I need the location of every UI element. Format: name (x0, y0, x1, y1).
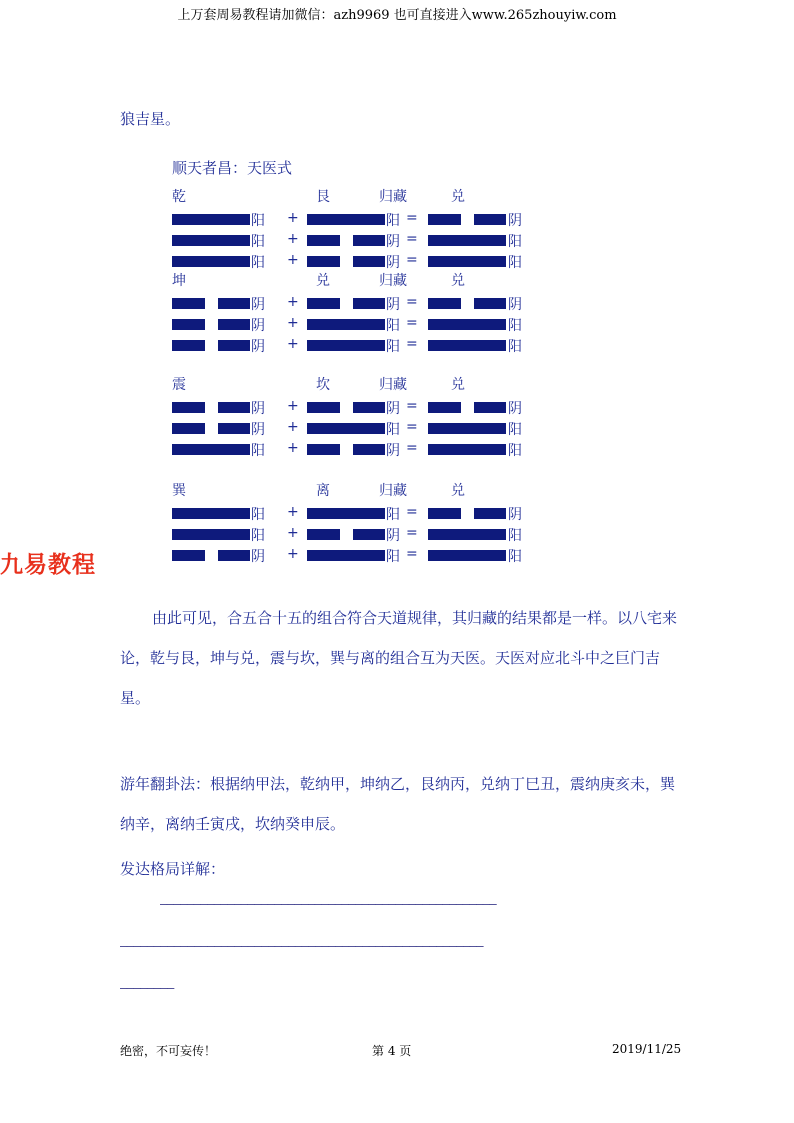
group-1-row-2-a-yin-line-right (218, 340, 250, 351)
group-1-row-2-c-yang-line (428, 340, 506, 351)
group-2-row-2-a-label: 阳 (251, 443, 265, 459)
watermark-logo: 九易教程 (0, 552, 96, 578)
group-0-row-1-plus: + (287, 231, 299, 247)
group-2-row-0-c-label: 阴 (508, 401, 522, 417)
group-0-row-1-c-yang-line (428, 235, 506, 246)
group-1-row-0-a-yin-line-right (218, 298, 250, 309)
group-0-row-2-b-yin-line-left (307, 256, 340, 267)
group-0-row-0-b-yang-line (307, 214, 385, 225)
group-3-head-2: 归藏 (379, 483, 407, 499)
group-3-row-1-c-yang-line (428, 529, 506, 540)
group-2-row-0-b-yin-line-right (353, 402, 385, 413)
group-3-row-1-a-label: 阳 (251, 528, 265, 544)
group-3-head-0: 巽 (172, 483, 186, 499)
group-3-row-0-a-label: 阳 (251, 507, 265, 523)
group-0-row-1-c-label: 阳 (508, 234, 522, 250)
group-2-row-2-b-label: 阴 (386, 443, 400, 459)
group-1-row-1-a-yin-line-left (172, 319, 205, 330)
group-3-row-0-b-yang-line (307, 508, 385, 519)
group-0-row-2-c-label: 阳 (508, 255, 522, 271)
group-2-row-0-equals: = (406, 398, 418, 414)
group-0-row-0-equals: = (406, 210, 418, 226)
group-2-row-1-b-label: 阳 (386, 422, 400, 438)
group-1-row-1-equals: = (406, 315, 418, 331)
group-3-row-0-equals: = (406, 504, 418, 520)
group-2-row-2-equals: = (406, 440, 418, 456)
group-1-row-0-b-label: 阴 (386, 297, 400, 313)
group-0-row-2-a-label: 阳 (251, 255, 265, 271)
group-0-row-1-equals: = (406, 231, 418, 247)
group-3-head-1: 离 (316, 483, 330, 499)
group-0-row-1-a-label: 阳 (251, 234, 265, 250)
group-3-row-2-c-yang-line (428, 550, 506, 561)
group-0-row-2-b-label: 阴 (386, 255, 400, 271)
group-3-row-1-b-label: 阴 (386, 528, 400, 544)
dash-line-3: ———————— (120, 981, 174, 995)
group-0-row-2-a-yang-line (172, 256, 250, 267)
dash-line-2: —————————————————————————————————————————————————————— (120, 939, 484, 953)
group-3-row-1-equals: = (406, 525, 418, 541)
group-3-row-0-c-label: 阴 (508, 507, 522, 523)
group-0-row-2-plus: + (287, 252, 299, 268)
group-1-head-2: 归藏 (379, 273, 407, 289)
group-3-row-1-c-label: 阳 (508, 528, 522, 544)
group-2-row-1-a-yin-line-right (218, 423, 250, 434)
group-3-row-1-plus: + (287, 525, 299, 541)
footer-page-number: 第 4 页 (372, 1044, 412, 1058)
group-1-row-1-c-label: 阳 (508, 318, 522, 334)
group-1-row-2-plus: + (287, 336, 299, 352)
footer-left: 绝密，不可妄传！ (120, 1044, 217, 1058)
group-2-row-2-b-yin-line-right (353, 444, 385, 455)
group-3-row-0-b-label: 阳 (386, 507, 400, 523)
group-2-row-1-a-label: 阴 (251, 422, 265, 438)
group-0-row-2-b-yin-line-right (353, 256, 385, 267)
group-0-row-2-c-yang-line (428, 256, 506, 267)
group-3-row-2-b-label: 阳 (386, 549, 400, 565)
group-2-row-1-b-yang-line (307, 423, 385, 434)
group-0-row-1-b-yin-line-right (353, 235, 385, 246)
group-3-row-2-a-label: 阴 (251, 549, 265, 565)
group-0-row-0-b-label: 阳 (386, 213, 400, 229)
group-1-row-2-equals: = (406, 336, 418, 352)
group-1-row-1-b-yang-line (307, 319, 385, 330)
group-1-head-0: 坤 (172, 273, 186, 289)
group-1-row-2-c-label: 阳 (508, 339, 522, 355)
group-3-row-1-b-yin-line-right (353, 529, 385, 540)
group-3-row-2-plus: + (287, 546, 299, 562)
group-3-row-1-a-yang-line (172, 529, 250, 540)
group-0-head-0: 乾 (172, 189, 186, 205)
group-2-row-2-b-yin-line-left (307, 444, 340, 455)
group-3-row-2-a-yin-line-right (218, 550, 250, 561)
paragraph-conclusion-text: 由此可见，合五合十五的组合符合天道规律，其归藏的结果都是一样。以八宅来论，乾与艮，坤与兑，震与坎，巽与离的组合互为天医。天医对应北斗中之巨门吉星。 (120, 609, 678, 707)
group-1-head-3: 兑 (451, 273, 465, 289)
group-0-head-3: 兑 (451, 189, 465, 205)
group-0-row-0-plus: + (287, 210, 299, 226)
group-1-row-0-a-yin-line-left (172, 298, 205, 309)
group-3-row-2-b-yang-line (307, 550, 385, 561)
group-1-row-2-a-label: 阴 (251, 339, 265, 355)
group-2-head-1: 坎 (316, 377, 330, 393)
group-0-row-1-a-yang-line (172, 235, 250, 246)
group-2-row-0-b-yin-line-left (307, 402, 340, 413)
paragraph-fada: 发达格局详解： (120, 860, 226, 878)
group-1-row-0-c-label: 阴 (508, 297, 522, 313)
group-0-row-0-c-label: 阴 (508, 213, 522, 229)
group-1-row-0-plus: + (287, 294, 299, 310)
group-2-row-2-c-label: 阳 (508, 443, 522, 459)
group-0-head-2: 归藏 (379, 189, 407, 205)
group-2-row-0-b-label: 阴 (386, 401, 400, 417)
group-3-row-0-plus: + (287, 504, 299, 520)
footer-date: 2019/11/25 (612, 1042, 682, 1056)
group-1-row-1-a-yin-line-right (218, 319, 250, 330)
group-1-row-0-c-yin-line-left (428, 298, 461, 309)
group-0-row-0-a-yang-line (172, 214, 250, 225)
group-1-row-1-a-label: 阴 (251, 318, 265, 334)
group-1-row-1-plus: + (287, 315, 299, 331)
group-0-row-0-a-label: 阳 (251, 213, 265, 229)
group-1-row-0-c-yin-line-right (474, 298, 506, 309)
group-1-row-0-b-yin-line-right (353, 298, 385, 309)
group-0-row-0-c-yin-line-right (474, 214, 506, 225)
group-2-row-2-c-yang-line (428, 444, 506, 455)
group-1-row-1-c-yang-line (428, 319, 506, 330)
group-2-head-2: 归藏 (379, 377, 407, 393)
group-2-row-0-a-label: 阴 (251, 401, 265, 417)
group-1-head-1: 兑 (316, 273, 330, 289)
group-3-head-3: 兑 (451, 483, 465, 499)
group-2-row-0-plus: + (287, 398, 299, 414)
group-1-row-0-b-yin-line-left (307, 298, 340, 309)
group-1-row-0-equals: = (406, 294, 418, 310)
group-2-row-1-a-yin-line-left (172, 423, 205, 434)
group-3-row-1-b-yin-line-left (307, 529, 340, 540)
paragraph-conclusion (120, 598, 680, 718)
group-0-row-1-b-yin-line-left (307, 235, 340, 246)
group-2-row-0-c-yin-line-right (474, 402, 506, 413)
page-header: 上万套周易教程请加微信：azh9969 也可直接进入www.265zhouyiw.com (177, 8, 617, 23)
group-2-row-0-a-yin-line-left (172, 402, 205, 413)
group-2-row-0-c-yin-line-left (428, 402, 461, 413)
group-2-head-3: 兑 (451, 377, 465, 393)
group-2-row-1-equals: = (406, 419, 418, 435)
group-0-row-0-c-yin-line-left (428, 214, 461, 225)
group-2-row-1-c-yang-line (428, 423, 506, 434)
intro-line: 狼吉星。 (120, 110, 181, 128)
group-2-row-2-a-yang-line (172, 444, 250, 455)
group-1-row-2-a-yin-line-left (172, 340, 205, 351)
group-3-row-0-c-yin-line-right (474, 508, 506, 519)
group-0-row-2-equals: = (406, 252, 418, 268)
group-1-row-0-a-label: 阴 (251, 297, 265, 313)
group-3-row-0-a-yang-line (172, 508, 250, 519)
group-1-row-2-b-yang-line (307, 340, 385, 351)
group-2-row-1-plus: + (287, 419, 299, 435)
group-0-head-1: 艮 (316, 189, 330, 205)
group-3-row-2-a-yin-line-left (172, 550, 205, 561)
group-2-row-1-c-label: 阳 (508, 422, 522, 438)
paragraph-youniang: 游年翻卦法：根据纳甲法，乾纳甲，坤纳乙，艮纳丙，兑纳丁巳丑，震纳庚亥未，巽纳辛，离纳壬寅戌，坎纳癸申辰。 (120, 775, 676, 833)
group-0-row-1-b-label: 阴 (386, 234, 400, 250)
group-3-row-2-equals: = (406, 546, 418, 562)
group-3-row-2-c-label: 阳 (508, 549, 522, 565)
diagram-title: 顺天者昌：天医式 (172, 159, 293, 177)
group-1-row-1-b-label: 阳 (386, 318, 400, 334)
group-1-row-2-b-label: 阳 (386, 339, 400, 355)
group-3-row-0-c-yin-line-left (428, 508, 461, 519)
group-2-row-2-plus: + (287, 440, 299, 456)
group-2-row-0-a-yin-line-right (218, 402, 250, 413)
group-2-head-0: 震 (172, 377, 186, 393)
dash-line-1: —————————————————————————————————————————————————— (160, 897, 497, 911)
